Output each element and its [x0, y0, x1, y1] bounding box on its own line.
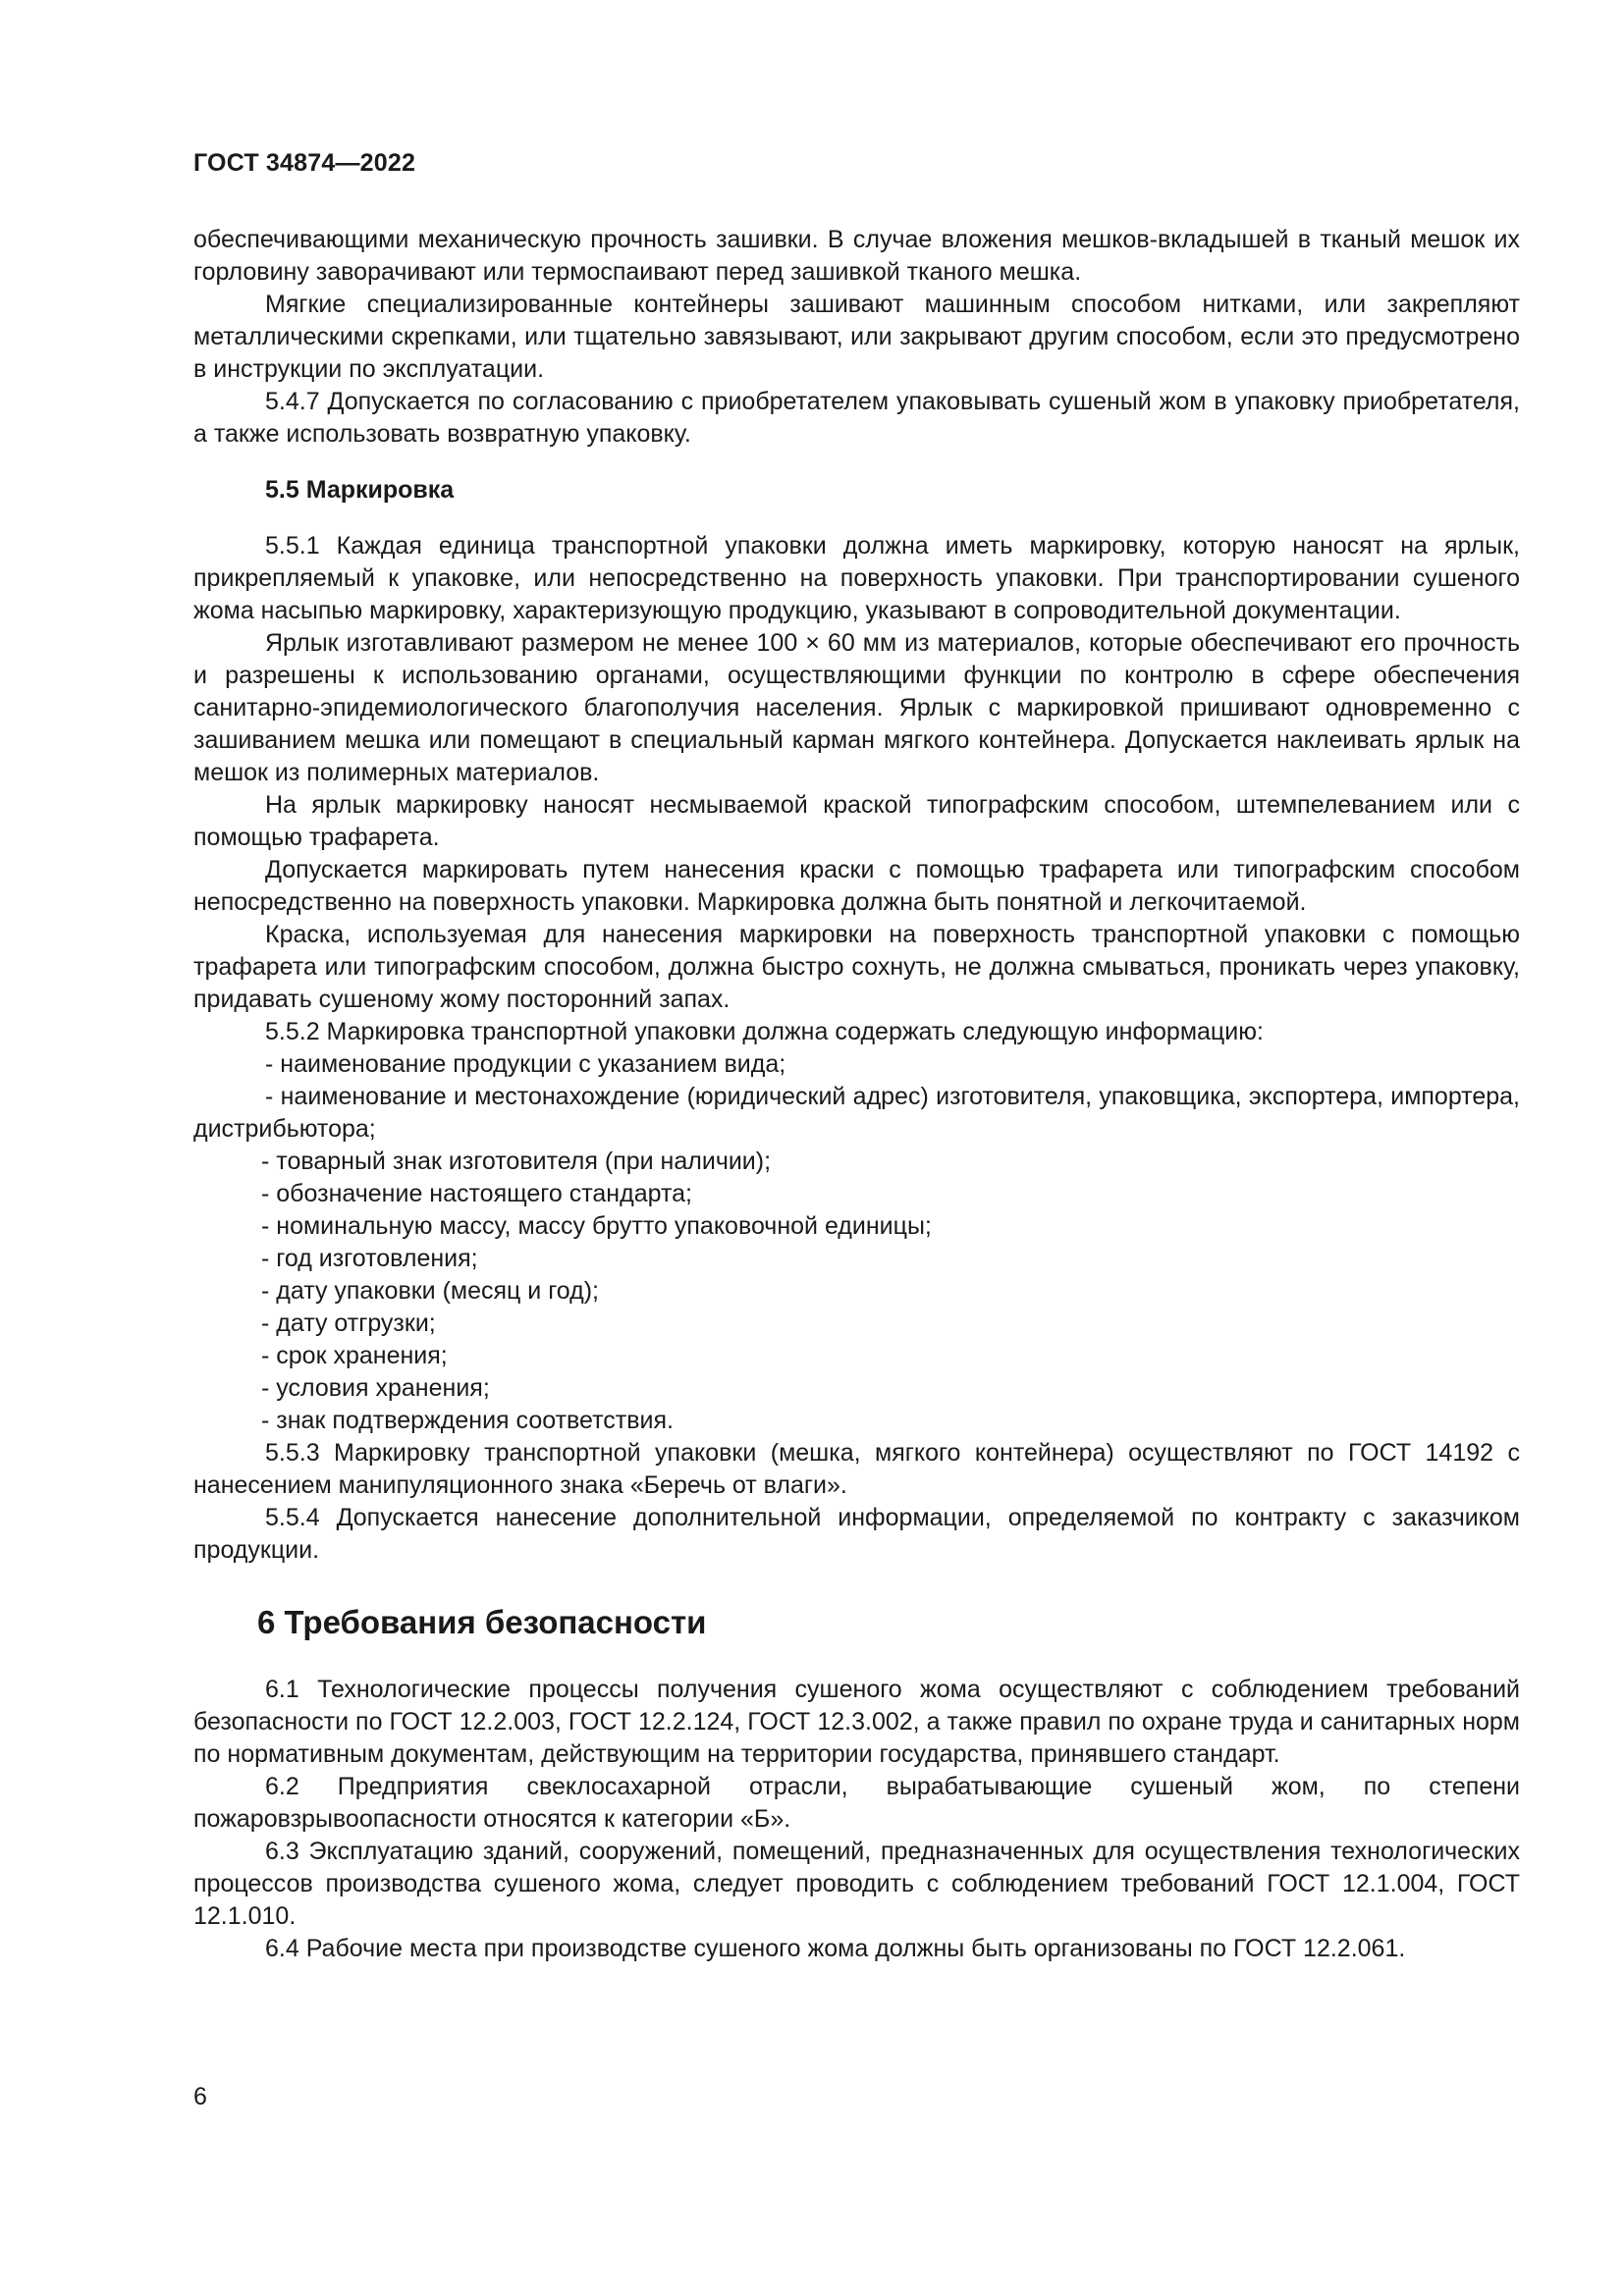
list-item: - наименование продукции с указанием вида; — [265, 1050, 786, 1078]
paragraph: На ярлык маркировку наносят несмываемой краской типографским способом, штемпелеванием или с помощью трафарета. — [193, 791, 1520, 851]
paragraph: Краска, используемая для нанесения маркировки на поверхность транспортной упаковки с помощью трафарета или типографским способом, должна быстро сохнуть, не должна смываться, проникать через упаковку, придавать сушеному жому посторонний запах. — [193, 921, 1520, 1013]
paragraph: обеспечивающими механическую прочность зашивки. В случае вложения мешков-вкладышей в тканый мешок их горловину заворачивают или термоспаивают перед зашивкой тканого мешка. — [193, 226, 1520, 286]
document-code-header: ГОСТ 34874—2022 — [193, 149, 416, 177]
clause-6-1: 6.1 Технологические процессы получения сушеного жома осуществляют с соблюдением требований безопасности по ГОСТ 12.2.003, ГОСТ 12.2.124, ГОСТ 12.3.002, а также правил по охране труда и санитарных норм по нормативным документам, действующим на территории государства, принявшего стандарт. — [193, 1676, 1520, 1768]
list-item: - товарный знак изготовителя (при наличии); — [261, 1148, 772, 1175]
list-item: - дату упаковки (месяц и год); — [261, 1277, 599, 1305]
paragraph: Допускается маркировать путем нанесения краски с помощью трафарета или типографским способом непосредственно на поверхность упаковки. Маркировка должна быть понятной и легкочитаемой. — [193, 856, 1520, 916]
list-item: - дату отгрузки; — [261, 1309, 436, 1337]
section-heading-6: 6 Требования безопасности — [257, 1604, 707, 1640]
clause-6-4: 6.4 Рабочие места при производстве сушеного жома должны быть организованы по ГОСТ 12.2.061. — [265, 1935, 1406, 1962]
list-item: - обозначение настоящего стандарта; — [261, 1180, 692, 1207]
list-item: - знак подтверждения соответствия. — [261, 1407, 674, 1434]
list-item: - год изготовления; — [261, 1245, 478, 1272]
list-item: - срок хранения; — [261, 1342, 448, 1369]
list-item: - номинальную массу, массу брутто упаковочной единицы; — [261, 1212, 932, 1240]
subsection-heading-5-5: 5.5 Маркировка — [265, 476, 455, 504]
clause-5-5-1: 5.5.1 Каждая единица транспортной упаковки должна иметь маркировку, которую наносят на ярлык, прикрепляемый к упаковке, или непосредственно на поверхность упаковки. При транспортировании сушеного жома насыпью маркировку, характеризующую продукцию, указывают в сопроводительной документации. — [193, 532, 1520, 624]
paragraph: Ярлык изготавливают размером не менее 100 × 60 мм из материалов, которые обеспечивают его прочность и разрешены к использованию органами, осуществляющими функции по контролю в сфере обеспечения санитарно-эпидемиологического благополучия населения. Ярлык с маркировкой пришивают одновременно с зашиванием мешка или помещают в специальный карман мягкого контейнера. Допускается наклеивать ярлык на мешок из полимерных материалов. — [193, 629, 1520, 786]
page-number: 6 — [193, 2083, 207, 2110]
paragraph: Мягкие специализированные контейнеры зашивают машинным способом нитками, или закрепляют металлическими скрепками, или тщательно завязывают, или закрывают другим способом, если это предусмотрено в инструкции по эксплуатации. — [193, 291, 1520, 383]
clause-5-5-3: 5.5.3 Маркировку транспортной упаковки (мешка, мягкого контейнера) осуществляют по ГОСТ 14192 с нанесением манипуляционного знака «Беречь от влаги». — [193, 1439, 1520, 1499]
clause-6-2: 6.2 Предприятия свеклосахарной отрасли, вырабатывающие сушеный жом, по степени пожаровзрывоопасности относятся к категории «Б». — [193, 1773, 1520, 1833]
clause-5-4-7: 5.4.7 Допускается по согласованию с приобретателем упаковывать сушеный жом в упаковку приобретателя, а также использовать возвратную упаковку. — [193, 388, 1520, 448]
clause-5-5-4: 5.5.4 Допускается нанесение дополнительной информации, определяемой по контракту с заказчиком продукции. — [193, 1504, 1520, 1564]
list-item: - условия хранения; — [261, 1374, 490, 1402]
document-body — [193, 224, 1520, 1965]
list-item: - наименование и местонахождение (юридический адрес) изготовителя, упаковщика, экспортера, импортера, дистрибьютора; — [193, 1083, 1520, 1143]
clause-5-5-2: 5.5.2 Маркировка транспортной упаковки должна содержать следующую информацию: — [265, 1018, 1264, 1045]
clause-6-3: 6.3 Эксплуатацию зданий, сооружений, помещений, предназначенных для осуществления технологических процессов производства сушеного жома, следует проводить с соблюдением требований ГОСТ 12.1.004, ГОСТ 12.1.010. — [193, 1838, 1520, 1930]
